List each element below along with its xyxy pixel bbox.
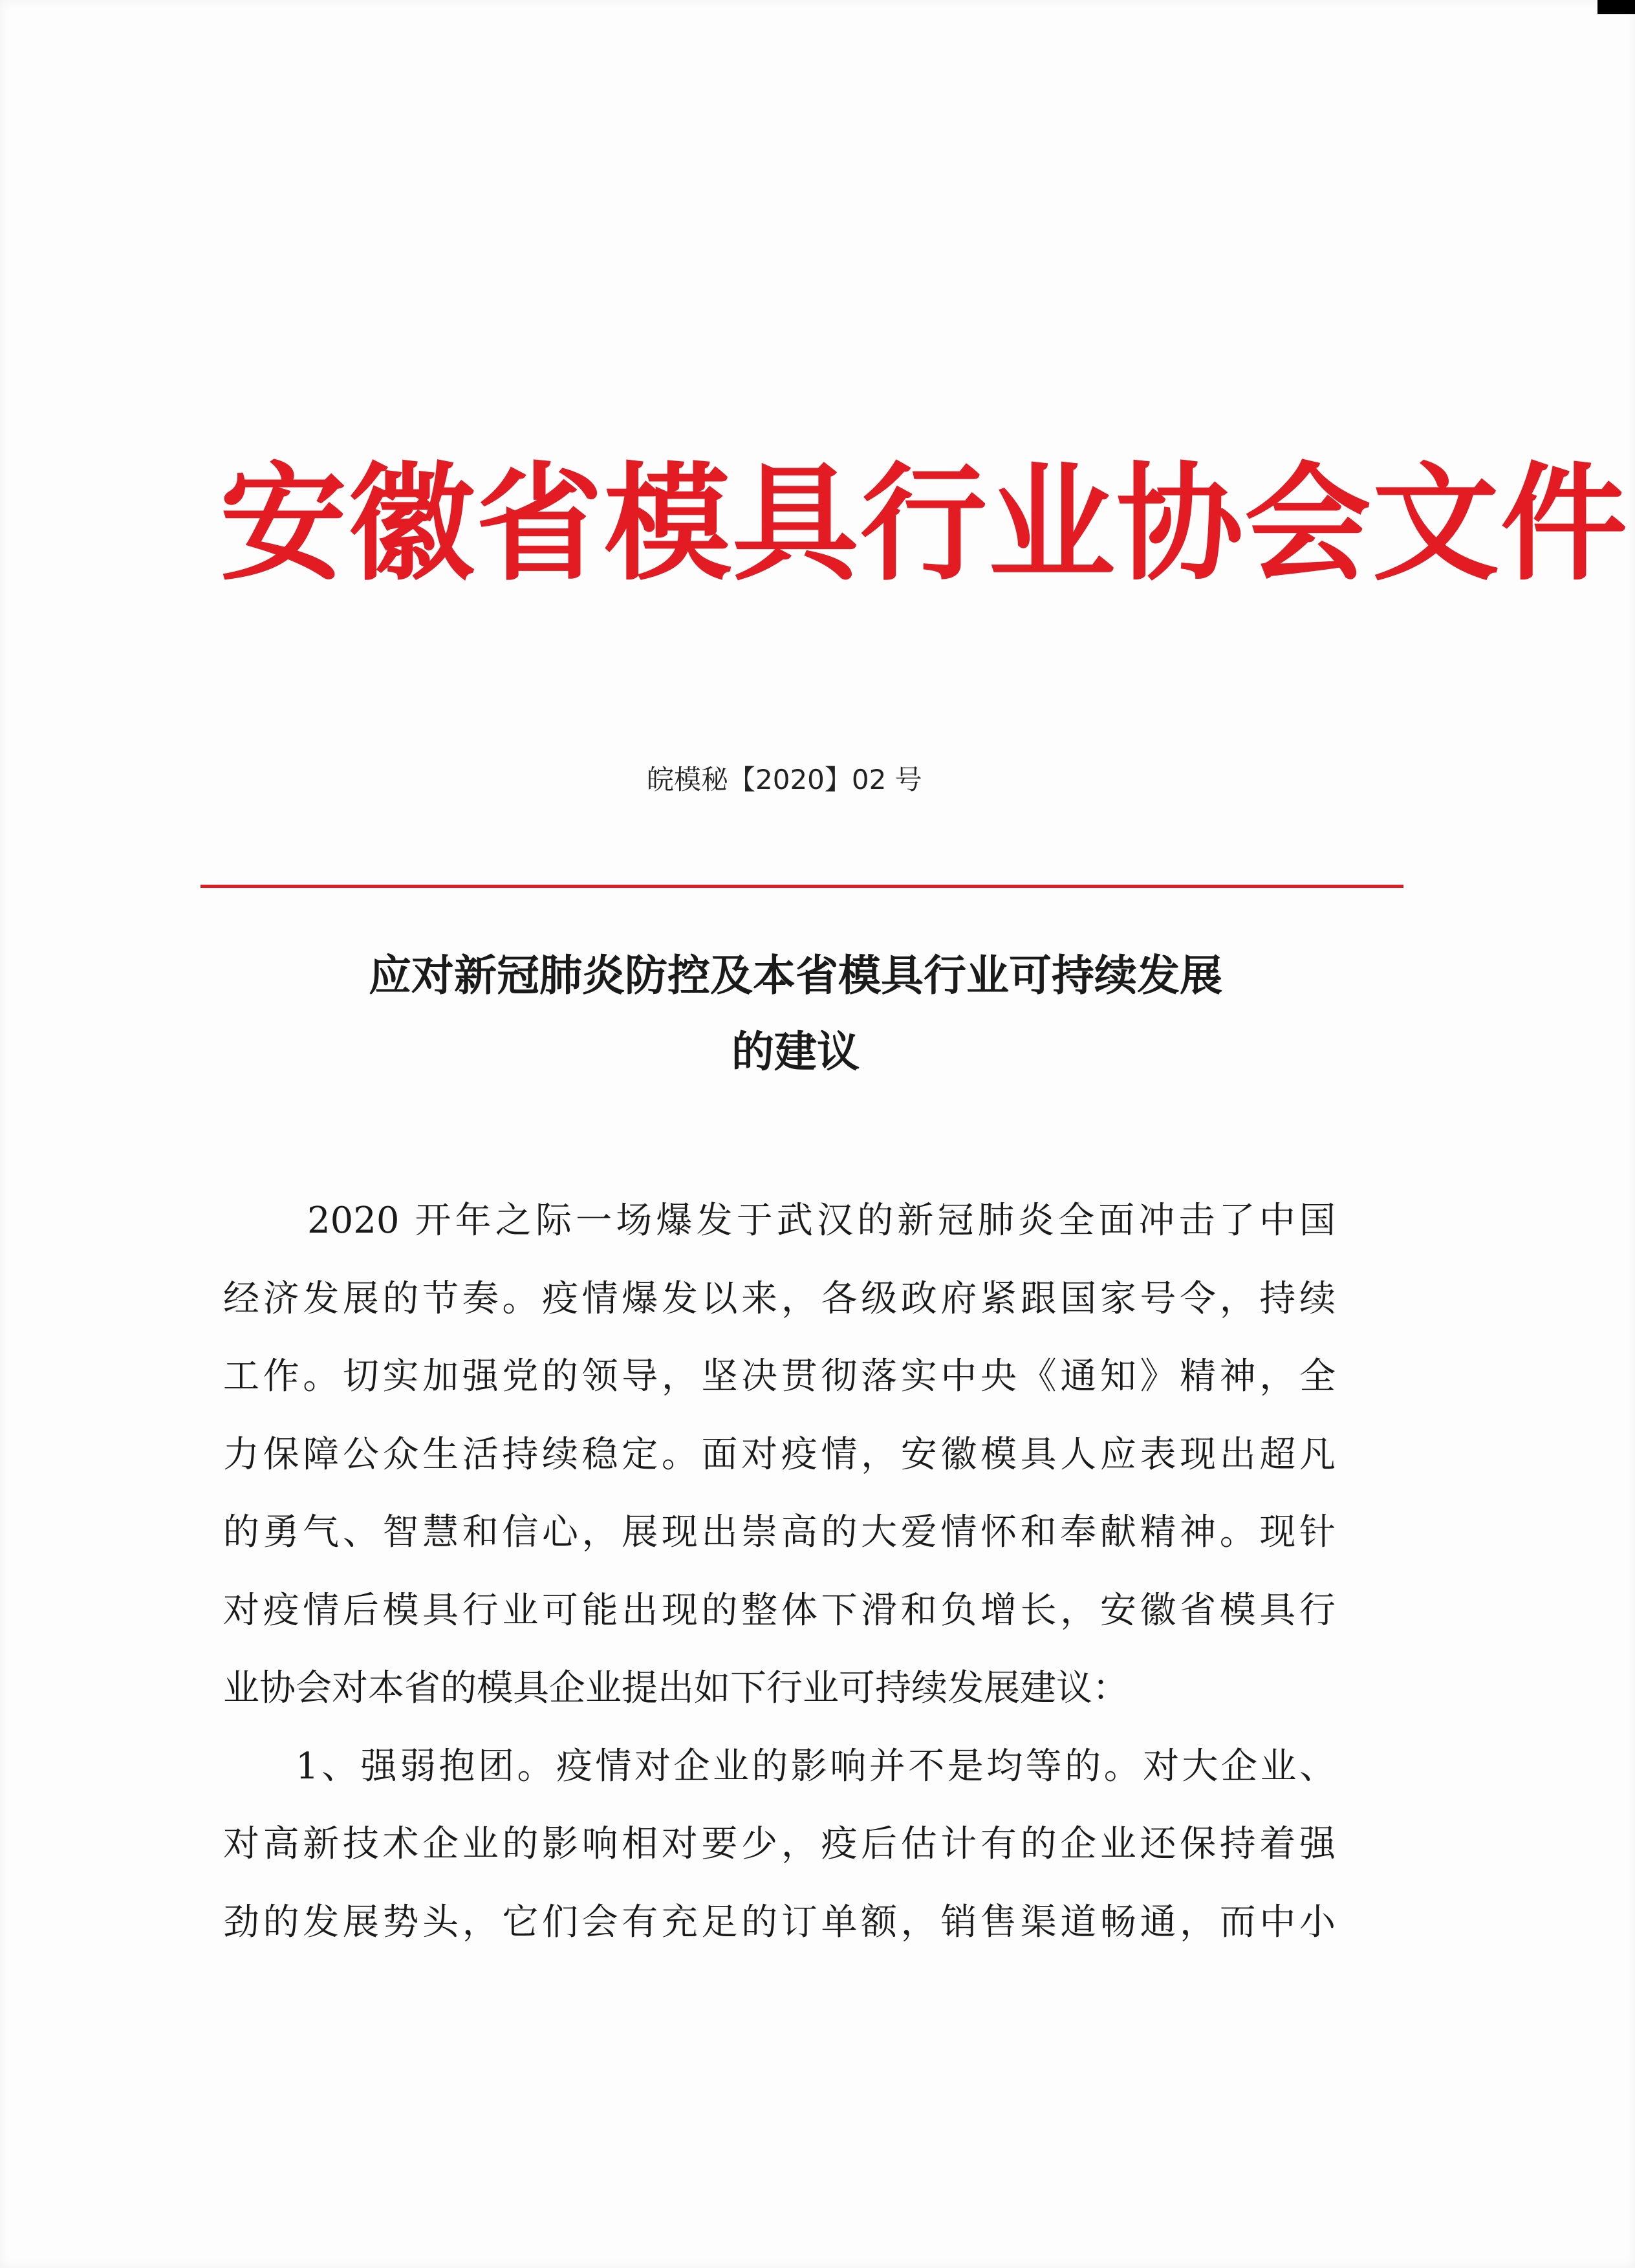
item-1-line: 劲的发展势头，它们会有充足的订单额，销售渠道畅通，而中小 [223,1901,1336,1943]
body-line: 工作。切实加强党的领导，坚决贯彻落实中央《通知》精神，全 [223,1355,1336,1398]
document-title-line-1: 应对新冠肺炎防控及本省模具行业可持续发展 [369,951,1222,1000]
body-line: 经济发展的节奏。疫情爆发以来，各级政府紧跟国家号令，持续 [223,1277,1336,1320]
scan-corner-mark [1597,0,1635,14]
organization-header: 安徽省模具行业协会文件 [220,449,1629,598]
body-line: 对疫情后模具行业可能出现的整体下滑和负增长，安徽省模具行 [223,1589,1336,1632]
document-title [194,938,1397,1090]
item-1-line: 对高新技术企业的影响相对要少，疫后估计有的企业还保持着强 [223,1823,1336,1865]
red-divider-line [200,885,1403,888]
document-number: 皖模秘【2020】02 号 [647,764,922,795]
item-1-line: 1、强弱抱团。疫情对企业的影响并不是均等的。对大企业、 [296,1745,1336,1787]
document-title-line-2: 的建议 [731,1027,860,1077]
body-line: 的勇气、智慧和信心，展现出崇高的大爱情怀和奉献精神。现针 [223,1511,1336,1553]
body-line: 力保障公众生活持续稳定。面对疫情，安徽模具人应表现出超凡 [223,1433,1336,1476]
body-line: 业协会对本省的模具企业提出如下行业可持续发展建议： [223,1667,1129,1709]
body-text [223,1182,1336,1961]
body-line: 2020 开年之际一场爆发于武汉的新冠肺炎全面冲击了中国 [307,1200,1336,1242]
